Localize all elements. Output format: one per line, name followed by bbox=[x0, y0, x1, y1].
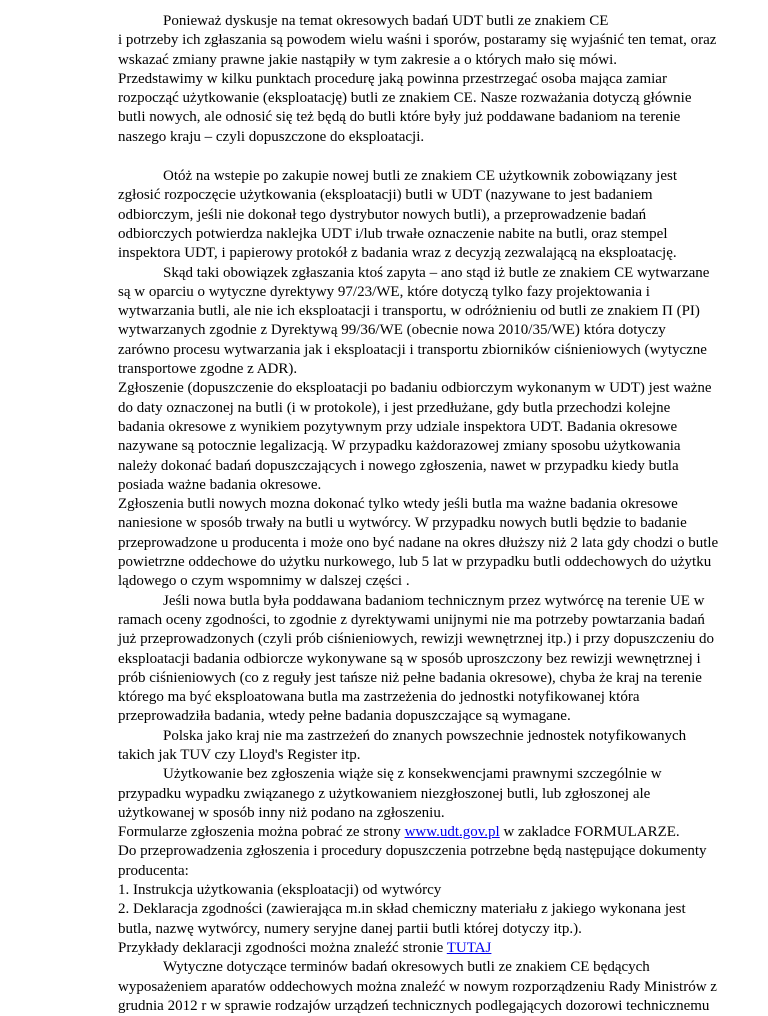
text-line: lądowego o czym wspomnimy w dalszej części . bbox=[118, 573, 410, 590]
text-line: inspektora UDT, i papierowy protokół z badania wraz z decyzją zezwalającą na eksploatację. bbox=[118, 245, 677, 262]
text-line: wyposażeniem aparatów oddechowych można znaleźć w nowym rozporządzeniu Rady Ministrów z bbox=[118, 978, 717, 995]
text-line: użytkowanej w sposób inny niż podano na zgłoszeniu. bbox=[118, 804, 445, 821]
forms-line bbox=[118, 823, 698, 842]
list-item: 1. Instrukcja użytkowania (eksploatacji) od wytwórcy bbox=[118, 882, 442, 899]
text-line: posiada ważne badania okresowe. bbox=[118, 476, 322, 493]
text-line: Ponieważ dyskusje na temat okresowych badań UDT butli ze znakiem CE bbox=[163, 13, 609, 29]
text-line: należy dokonać badań dopuszczających i nowego zgłoszenia, nawet w przypadku kiedy butla bbox=[118, 457, 679, 474]
examples-link[interactable]: TUTAJ bbox=[446, 939, 492, 956]
paragraph-new-cylinders bbox=[118, 495, 719, 591]
text-line: transportowe zgodne z ADR). bbox=[118, 361, 298, 378]
paragraph-guidelines bbox=[118, 958, 717, 1016]
text-line: wytwarzania butli, ale nie ich eksploatacji i transportu, w odróżnieniu od butli ze znakiem Π (PI) bbox=[118, 303, 700, 320]
paragraph-documents bbox=[118, 842, 707, 938]
text-line: naszego kraju – czyli dopuszczone do eksploatacji. bbox=[118, 128, 425, 145]
text-line: Jeśli nowa butla była poddawana badaniom technicznym przez wytwórcę na terenie UE w bbox=[163, 592, 705, 609]
text-line: powietrzne oddechowe do użytku nurkowego, lub 5 lat w przypadku butli oddechowych do użytku bbox=[118, 554, 712, 571]
text-line: Wytyczne dotyczące terminów badań okresowych butli ze znakiem CE będących bbox=[163, 959, 650, 976]
paragraph-spacer bbox=[118, 147, 698, 167]
text-line: butli nowych, ale odnosić się też będą do butli które były już poddawane badaniom na terenie bbox=[118, 109, 681, 126]
text-line: naniesione w sposób trwały na butli u wytwórcy. W przypadku nowych butli będzie to badanie bbox=[118, 515, 687, 532]
paragraph-intro bbox=[118, 12, 717, 147]
examples-line bbox=[118, 939, 698, 958]
text-line: Przedstawimy w kilku punktach procedurę jaką powinna przestrzegać osoba mająca zamiar bbox=[118, 70, 667, 87]
text-line: do daty oznaczonej na butli (i w protokole), i jest przedłużane, gdy butla przechodzi kolejne bbox=[118, 399, 671, 416]
forms-text-before: Formularze zgłoszenia można pobrać ze strony bbox=[118, 824, 405, 841]
text-line: zarówno procesu wytwarzania jak i eksploatacji i transportu zbiorników ciśnieniowych (wytyczne bbox=[118, 341, 707, 358]
text-line: są w oparciu o wytyczne dyrektywy 97/23/WE, które dotyczą tylko fazy projektowania i bbox=[118, 283, 650, 300]
text-line: grudnia 2012 r w sprawie rodzajów urządzeń technicznych podlegających dozorowi technicznemu bbox=[118, 997, 710, 1014]
text-line: butla, nazwę wytwórcy, numery seryjne danej partii butli której dotyczy itp.). bbox=[118, 920, 582, 937]
list-item: 2. Deklaracja zgodności (zawierająca m.in skład chemiczny materiału z jakiego wykonana jest bbox=[118, 901, 686, 918]
paragraph-registration bbox=[118, 167, 698, 263]
text-line: już przeprowadzonych (czyli prób ciśnieniowych, rewizji wewnętrznej itp.) i przy dopuszczeniu do bbox=[118, 631, 715, 648]
paragraph-notified-bodies bbox=[118, 727, 698, 766]
text-line: Zgłoszenie (dopuszczenie do eksploatacji po badaniu odbiorczym wykonanym w UDT) jest ważne bbox=[118, 380, 712, 397]
document-page bbox=[118, 12, 719, 1016]
text-line: Do przeprowadzenia zgłoszenia i procedury dopuszczenia potrzebne będą następujące dokumenty bbox=[118, 843, 707, 860]
text-line: i potrzeby ich zgłaszania są powodem wielu waśni i sporów, postaramy się wyjaśnić ten temat, oraz bbox=[118, 32, 717, 49]
examples-text: Przykłady deklaracji zgodności można znaleźć stronie bbox=[118, 939, 447, 956]
text-line: Polska jako kraj nie ma zastrzeżeń do znanych powszechnie jednostek notyfikowanych bbox=[163, 727, 687, 744]
text-line: badania okresowe z wynikiem pozytywnym przy udziale inspektora UDT. Badania okresowe bbox=[118, 418, 678, 435]
udt-website-link[interactable]: www.udt.gov.pl bbox=[404, 824, 500, 841]
text-line: odbiorczych potwierdza naklejka UDT i/lub trwałe oznaczenie nabite na butli, oraz stempel bbox=[118, 225, 668, 242]
text-line: przeprowadziła badania, wtedy pełne badania dopuszczające są wymagane. bbox=[118, 708, 571, 725]
paragraph-directives bbox=[118, 264, 710, 380]
text-line: Zgłoszenia butli nowych mozna dokonać tylko wtedy jeśli butla ma ważne badania okresowe bbox=[118, 496, 678, 513]
text-line: Otóż na wstepie po zakupie nowej butli ze znakiem CE użytkownik zobowiązany jest bbox=[163, 168, 678, 185]
text-line: rozpocząć użytkowanie (eksploatację) butli ze znakiem CE. Nasze rozważania dotyczą głównie bbox=[118, 90, 692, 107]
forms-text-after: w zakladce FORMULARZE. bbox=[499, 824, 680, 841]
text-line: takich jak TUV czy Lloyd's Register itp. bbox=[118, 746, 361, 763]
paragraph-validity bbox=[118, 379, 712, 495]
text-line: producenta: bbox=[118, 862, 189, 879]
text-line: Użytkowanie bez zgłoszenia wiąże się z konsekwencjami prawnymi szczególnie w bbox=[163, 766, 662, 783]
text-line: którego ma być eksploatowana butla ma zastrzeżenia do jednostki notyfikowanej która bbox=[118, 689, 640, 706]
text-line: eksploatacji badania odbiorcze wykonywane są w sposób uproszczony bez rewizji wewnętrznej i bbox=[118, 650, 701, 667]
text-line: nazywane są potocznie legalizacją. W przypadku każdorazowej zmiany sposobu użytkowania bbox=[118, 438, 681, 455]
text-line: wskazać zmiany prawne jakie nastąpiły w tym zakresie a o których mało się mówi. bbox=[118, 51, 617, 68]
paragraph-consequences bbox=[118, 765, 698, 823]
paragraph-eu-testing bbox=[118, 592, 715, 727]
text-line: zgłosić rozpoczęcie użytkowania (eksploatacji) butli w UDT (nazywane to jest badaniem bbox=[118, 187, 653, 204]
text-line: odbiorczym, jeśli nie dokonał tego dystrybutor nowych butli), a przeprowadzenie badań bbox=[118, 206, 647, 223]
text-line: Skąd taki obowiązek zgłaszania ktoś zapyta – ano stąd iż butle ze znakiem CE wytwarzane bbox=[163, 264, 710, 281]
text-line: przypadku wypadku związanego z użytkowaniem niezgłoszonej butli, lub zgłoszonej ale bbox=[118, 785, 651, 802]
text-line: wytwarzanych zgodnie z Dyrektywą 99/36/WE (obecnie nowa 2010/35/WE) która dotyczy bbox=[118, 322, 666, 339]
text-line: ramach oceny zgodności, to zgodnie z dyrektywami unijnymi nie ma potrzeby powtarzania badań bbox=[118, 611, 705, 628]
text-line: przeprowadzone u producenta i może ono być nadane na okres dłuższy niż 2 lata gdy chodzi o butle bbox=[118, 534, 719, 551]
text-line: prób ciśnieniowych (co z reguły jest tańsze niż pełne badania okresowe), chyba że kraj na terenie bbox=[118, 669, 702, 686]
